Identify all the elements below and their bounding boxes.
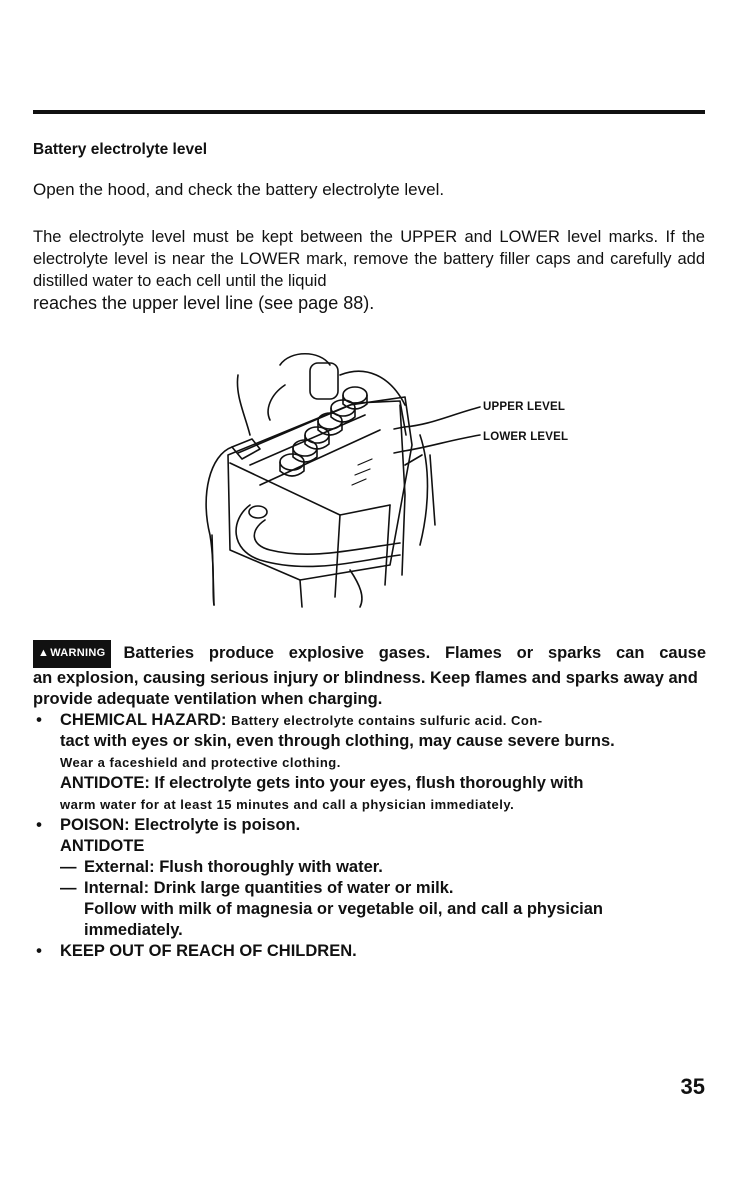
warning-badge-text: WARNING	[50, 647, 106, 659]
internal-text: Internal: Drink large quantities of water or milk.	[84, 879, 454, 897]
external-text: External: Flush thoroughly with water.	[84, 858, 383, 876]
upper-level-label: UPPER LEVEL	[483, 401, 566, 413]
antidote-lead: ANTIDOTE:	[60, 774, 150, 792]
battery-illustration	[190, 335, 610, 620]
warning-triangle-icon: ▲	[38, 647, 50, 659]
chemical-hazard-lead: CHEMICAL HAZARD:	[60, 711, 227, 729]
antidote-small-text: warm water for at least 15 minutes and call a physician immediately.	[60, 797, 515, 812]
dash-icon: —	[60, 879, 77, 897]
chemical-hazard-line2: tact with eyes or skin, even through clothing, may cause severe burns.	[60, 732, 615, 750]
chemical-hazard-text: Battery electrolyte contains sulfuric acid. Con-	[231, 713, 543, 728]
list-item	[33, 710, 706, 815]
external-item	[60, 857, 706, 878]
intro-paragraph: Open the hood, and check the battery electrolyte level.	[33, 180, 445, 199]
section-heading: Battery electrolyte level	[33, 141, 208, 158]
warning-badge	[33, 640, 111, 668]
level-paragraph-main: The electrolyte level must be kept between the UPPER and LOWER level marks. If the electrolyte level is near the LOWER mark, remove the battery filler caps and carefully add distilled water to each cell until the liquid	[33, 228, 705, 290]
level-paragraph	[33, 226, 705, 315]
bullet-icon: •	[36, 711, 42, 729]
follow-text: Follow with milk of magnesia or vegetable oil, and call a physician immediately.	[84, 900, 603, 939]
top-rule	[33, 110, 705, 114]
antidote-text: If electrolyte gets into your eyes, flush thoroughly with	[154, 774, 584, 792]
warning-block	[33, 640, 706, 962]
poison-text: POISON: Electrolyte is poison.	[60, 816, 301, 834]
battery-drawing	[190, 335, 610, 620]
list-item	[33, 941, 706, 962]
lower-level-label: LOWER LEVEL	[483, 431, 569, 443]
list-item	[33, 815, 706, 941]
bullet-icon: •	[36, 942, 42, 960]
keep-away-text: KEEP OUT OF REACH OF CHILDREN.	[60, 942, 357, 960]
poison-antidote-heading: ANTIDOTE	[60, 837, 145, 855]
page-number: 35	[680, 1074, 705, 1099]
warning-intro-text: Batteries produce explosive gases. Flames or sparks can cause	[123, 644, 706, 662]
dash-icon: —	[60, 858, 77, 876]
warning-intro-line	[33, 640, 706, 668]
internal-item	[60, 878, 706, 941]
level-paragraph-tail: reaches the upper level line (see page 88).	[33, 293, 375, 313]
bullet-icon: •	[36, 816, 42, 834]
faceshield-text: Wear a faceshield and protective clothing.	[60, 755, 341, 770]
warning-list	[33, 710, 706, 962]
warning-intro-rest: an explosion, causing serious injury or blindness. Keep flames and sparks away and provide adequate ventilation when charging.	[33, 669, 698, 708]
